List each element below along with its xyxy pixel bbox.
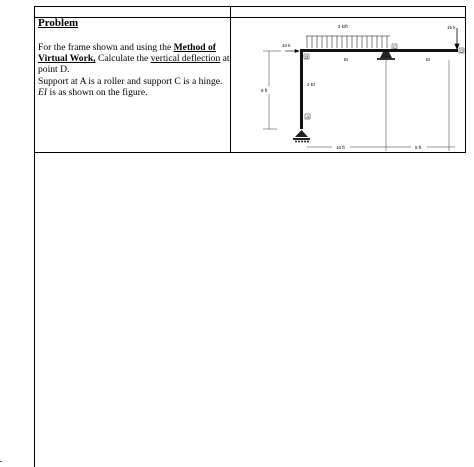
table-header-divider — [34, 17, 466, 18]
horizontal-load-label: 10 k — [282, 43, 291, 48]
problem-question: For the frame shown and using the Method of Virtual Work, Calculate the vertical deflection at point D. — [38, 42, 230, 76]
method-name: Method of Virtual Work, — [38, 42, 216, 65]
beam-bc-ei-label: EI — [344, 57, 349, 62]
point-load-arrow — [455, 28, 459, 49]
span-bc-label: 10 ft — [336, 145, 345, 150]
roller-support-a — [293, 130, 310, 143]
frame-diagram — [237, 20, 466, 152]
column-ei-label: 2 EI — [307, 82, 316, 87]
support-description: Support at A is a roller and support C is a hinge. — [38, 75, 223, 87]
point-load-label: 15 k — [447, 25, 456, 30]
span-dimensions — [307, 60, 455, 151]
frame-members — [300, 49, 458, 129]
node-d-label: D — [460, 48, 464, 54]
table-row-divider — [34, 152, 466, 153]
target-quantity: vertical deflection — [150, 53, 221, 65]
problem-heading: Problem — [38, 17, 79, 29]
distributed-load-label: 2 k/ft — [338, 24, 348, 29]
node-b-label: B — [305, 54, 309, 60]
height-dimension-label: 6 ft — [261, 88, 268, 93]
table-top-border — [34, 6, 466, 7]
span-cd-label: 5 ft — [415, 145, 422, 150]
beam-cd-ei-label: EI — [426, 57, 431, 62]
problem-statement — [38, 42, 232, 98]
distributed-load — [306, 36, 390, 48]
frame-diagram-svg — [237, 20, 466, 152]
horizontal-load-arrow — [285, 50, 299, 53]
margin-mark — [0, 461, 2, 462]
hinge-support-c — [377, 52, 395, 60]
stiffness-note: EI is as shown on the figure. — [38, 86, 148, 98]
node-c-label: C — [393, 44, 397, 50]
worksheet — [34, 6, 466, 467]
table-left-border — [34, 6, 35, 467]
node-a-label: A — [306, 114, 310, 120]
